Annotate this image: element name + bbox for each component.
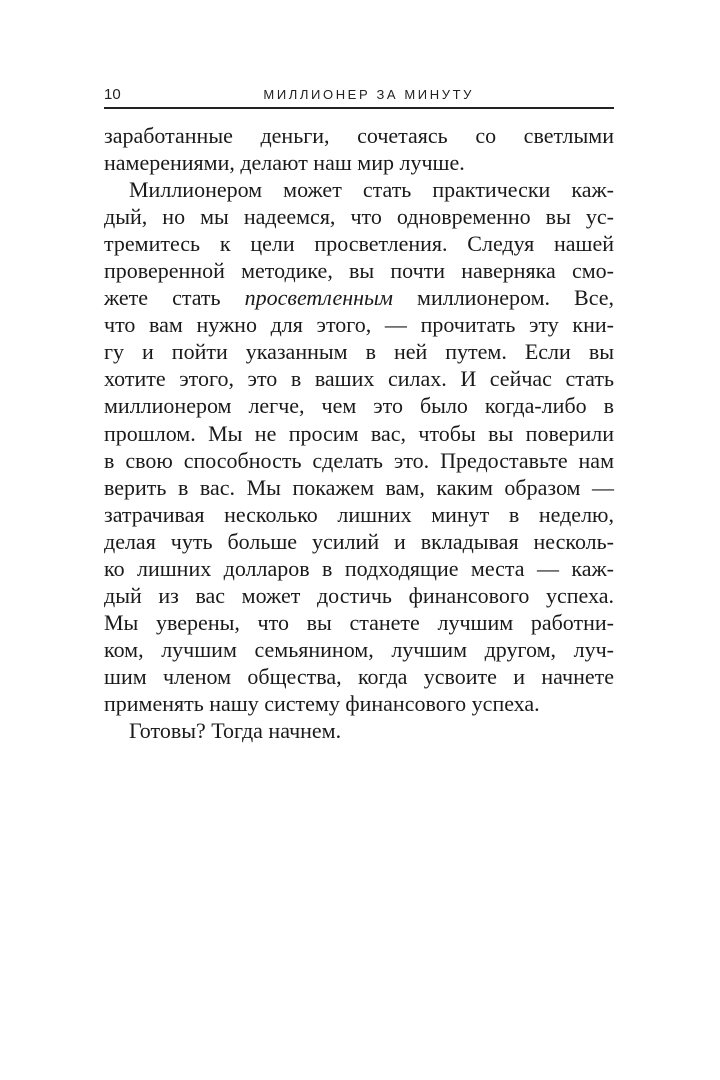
body-text (104, 122, 614, 744)
text-line: Готовы? Тогда начнем. (129, 718, 342, 744)
text-line: проверенной методике, вы почти наверняка смо- (104, 258, 614, 284)
text-line: в свою способность сделать это. Предоставьте нам (104, 447, 614, 473)
text-line: затрачивая несколько лишних минут в неделю, (104, 501, 614, 527)
text-line: Миллионером может стать практически каж- (129, 177, 614, 203)
text-line: хотите этого, это в ваших силах. И сейчас стать (104, 366, 614, 392)
text-line: прошлом. Мы не просим вас, чтобы вы поверили (104, 420, 614, 446)
text-line: миллионером легче, чем это было когда-либо в (104, 393, 614, 419)
text-segment: жете стать (104, 285, 245, 311)
emphasized-word: просветленным (244, 285, 393, 311)
text-line: шим членом общества, когда усвоите и начнете (104, 663, 614, 689)
text-line: ко лишних долларов в подходящие места — каж- (104, 555, 614, 581)
text-line: ком, лучшим семьянином, лучшим другом, луч- (104, 636, 614, 662)
text-line: заработанные деньги, сочетаясь со светлыми (104, 123, 614, 148)
header-rule (104, 107, 614, 109)
text-line: Мы уверены, что вы станете лучшим работни- (104, 609, 614, 635)
text-line: верить в вас. Мы покажем вам, каким образом — (104, 474, 614, 500)
text-line: делая чуть больше усилий и вкладывая несколь- (104, 528, 614, 554)
running-header (104, 86, 614, 106)
text-line: дый, но мы надеемся, что одновременно вы ус- (104, 204, 614, 230)
text-line: что вам нужно для этого, — прочитать эту кни- (104, 312, 614, 338)
text-line: применять нашу систему финансового успеха. (104, 690, 540, 716)
text-line (104, 284, 614, 311)
text-line: дый из вас может достичь финансового успеха. (104, 582, 614, 608)
text-line: гу и пойти указанным в ней путем. Если вы (104, 339, 614, 365)
page-number: 10 (104, 86, 121, 103)
text-line: намерениями, делают наш мир лучше. (104, 150, 465, 176)
text-segment: миллионером. Все, (392, 285, 614, 311)
text-line: тремитесь к цели просветления. Следуя нашей (104, 231, 614, 257)
running-title: МИЛЛИОНЕР ЗА МИНУТУ (263, 87, 474, 102)
